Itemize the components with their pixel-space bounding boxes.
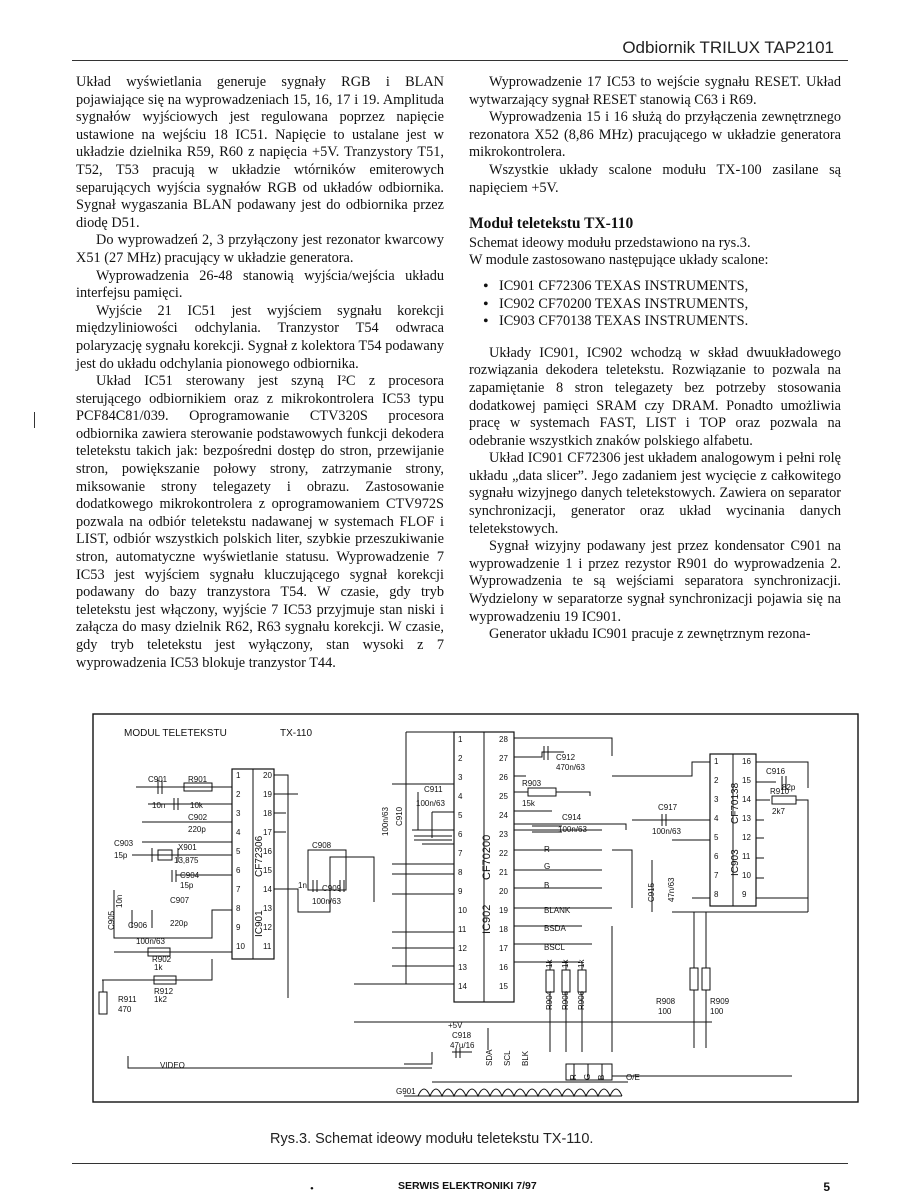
svg-text:100: 100: [658, 1007, 672, 1016]
svg-text:5: 5: [714, 833, 719, 842]
svg-text:20: 20: [263, 771, 272, 780]
svg-text:27: 27: [499, 754, 508, 763]
svg-text:B: B: [544, 881, 550, 890]
svg-text:1: 1: [714, 757, 719, 766]
svg-text:7: 7: [236, 885, 241, 894]
svg-text:C911: C911: [424, 785, 443, 794]
svg-text:O/E: O/E: [626, 1073, 640, 1082]
svg-text:SCL: SCL: [503, 1050, 512, 1066]
svg-text:5: 5: [458, 811, 463, 820]
paragraph: Wyprowadzenia 26-48 stanowią wyjścia/wejścia układu interfejsu pamięci.: [76, 267, 444, 302]
svg-text:C917: C917: [658, 803, 678, 812]
svg-text:100n/63: 100n/63: [312, 897, 341, 906]
svg-text:11: 11: [742, 852, 751, 861]
list-item: • IC901 CF72306 TEXAS INSTRUMENTS,: [499, 278, 841, 296]
svg-text:CF72306: CF72306: [254, 835, 265, 877]
svg-text:100n/63: 100n/63: [652, 827, 681, 836]
svg-text:1n: 1n: [298, 881, 307, 890]
svg-text:C918: C918: [452, 1031, 472, 1040]
paragraph: Do wyprowadzeń 2, 3 przyłączony jest rezonator kwarcowy X51 (27 MHz) pracujący w układzie generatora.: [76, 232, 444, 266]
schematic-model: TX-110: [280, 728, 313, 739]
svg-text:6: 6: [236, 866, 241, 875]
svg-text:2k7: 2k7: [772, 807, 785, 816]
svg-text:11: 11: [458, 925, 467, 934]
svg-text:B: B: [597, 1074, 606, 1080]
svg-text:C907: C907: [170, 896, 190, 905]
schematic-frame: [93, 714, 858, 1102]
svg-text:C909: C909: [322, 884, 342, 893]
svg-text:1k: 1k: [577, 959, 586, 968]
svg-text:15: 15: [742, 776, 751, 785]
svg-text:23: 23: [499, 830, 508, 839]
list-item: • IC903 CF70138 TEXAS INSTRUMENTS.: [499, 313, 841, 331]
svg-text:C905: C905: [107, 910, 116, 930]
svg-text:1k2: 1k2: [154, 995, 167, 1004]
svg-text:G: G: [544, 862, 551, 871]
svg-text:C910: C910: [395, 806, 404, 826]
svg-text:470: 470: [118, 1005, 132, 1014]
svg-text:5: 5: [236, 847, 241, 856]
svg-text:BSDA: BSDA: [544, 924, 566, 933]
svg-text:10: 10: [458, 906, 467, 915]
svg-text:C901: C901: [148, 775, 168, 784]
svg-text:25: 25: [499, 792, 508, 801]
svg-text:IC902: IC902: [481, 904, 493, 934]
running-header: Odbiornik TRILUX TAP2101: [622, 38, 834, 57]
svg-text:3: 3: [236, 809, 241, 818]
svg-text:28: 28: [499, 735, 508, 744]
left-column: [76, 74, 444, 672]
paragraph: Układ IC51 sterowany jest szyną I²C z procesora sterującego odbiornikiem oraz z mikrokontrolera IC53 typu PCF84C81/039. Oprogramowanie CTV320S procesora odbiornika zawiera sterowanie podstawowych funkcji dekodera teletekstu takich jak: bezpośredni dostęp do stron, przewijanie stron, powiększanie połowy strony, zatrzymanie strony, miksowanie strony telegazety i obrazu. Zastosowanie dodatkowego mikrokontrolera z oprogramowaniem CTV972S pozwala na odbiór teletekstu nadawanej w systemach FLOF i LIST, odbiór wszystkich polskich liter, szybkie przeszukiwanie stron, automatyczne wyświetlanie statusu. Wyprowadzenie 7 IC53 jest wyjściem sygnału kluczującego sygnał korekcji podawany do bazy tranzystora T54. W czasie, gdy tryb teletekstu jest włączony, wyjście 7 IC53 przyjmuje stan niski i załącza do masy dzielnik R62, R63 sygnału korekcji. W czasie, gdy tryb teletekstu jest wyłączony, stan wysoki z 7 wyprowadzenia IC53 blokuje tranzystor T44.: [76, 373, 444, 671]
svg-text:100n/63: 100n/63: [416, 799, 445, 808]
paragraph: Wyprowadzenie 17 IC53 to wejście sygnału RESET. Układ wytwarzający sygnał RESET stanowią C63 i R69.: [469, 74, 841, 108]
schematic-diagram: [92, 712, 860, 1104]
svg-text:G901: G901: [396, 1087, 416, 1096]
svg-text:6: 6: [714, 852, 719, 861]
svg-text:VIDEO: VIDEO: [160, 1061, 185, 1070]
svg-text:24: 24: [499, 811, 508, 820]
svg-text:R909: R909: [710, 997, 730, 1006]
svg-text:15: 15: [263, 866, 272, 875]
svg-text:19: 19: [263, 790, 272, 799]
svg-text:9: 9: [742, 890, 747, 899]
svg-text:8: 8: [236, 904, 241, 913]
svg-text:470n/63: 470n/63: [556, 763, 585, 772]
svg-text:82p: 82p: [782, 783, 796, 792]
svg-text:1k: 1k: [545, 959, 554, 968]
svg-text:1k: 1k: [154, 963, 163, 972]
svg-text:10n: 10n: [115, 894, 124, 908]
paragraph: Sygnał wizyjny podawany jest przez kondensator C901 na wyprowadzenie 1 i przez rezystor R901 do wyprowadzenia 2. Wyprowadzenia te są wejściami separatora synchronizacji. Wydzielony w separatorze sygnał synchronizacji pojawia się na wyprowadzeniu 19 IC901.: [469, 538, 841, 625]
svg-text:14: 14: [263, 885, 272, 894]
svg-text:2: 2: [458, 754, 463, 763]
margin-mark: [34, 412, 35, 428]
svg-text:+5V: +5V: [448, 1021, 463, 1030]
svg-text:R: R: [544, 845, 550, 854]
svg-text:10: 10: [236, 942, 245, 951]
svg-text:16: 16: [499, 963, 508, 972]
svg-text:20: 20: [499, 887, 508, 896]
svg-text:10k: 10k: [190, 801, 203, 810]
svg-text:R906: R906: [577, 990, 586, 1010]
svg-text:15k: 15k: [522, 799, 535, 808]
svg-text:R904: R904: [545, 990, 554, 1010]
svg-text:9: 9: [458, 887, 463, 896]
svg-text:CF70138: CF70138: [730, 782, 741, 824]
svg-text:R903: R903: [522, 779, 542, 788]
svg-text:C915: C915: [647, 882, 656, 902]
svg-text:C902: C902: [188, 813, 208, 822]
svg-text:9: 9: [236, 923, 241, 932]
svg-text:100n/63: 100n/63: [381, 807, 390, 836]
paragraph: Układ IC901 CF72306 jest układem analogowym i pełni rolę układu „data slicer”. Jego zadaniem jest wycięcie z całkowitego sygnału wizyjnego danych teletekstowych. Zawiera on separator synchronizacji, generator oraz układ wycinania danych teletekstowych.: [469, 450, 841, 537]
svg-text:7: 7: [714, 871, 719, 880]
svg-text:BLANK: BLANK: [544, 906, 571, 915]
svg-text:C912: C912: [556, 753, 576, 762]
svg-text:BSCL: BSCL: [544, 943, 565, 952]
svg-text:14: 14: [458, 982, 467, 991]
svg-text:C916: C916: [766, 767, 786, 776]
svg-text:2: 2: [236, 790, 241, 799]
svg-text:16: 16: [742, 757, 751, 766]
svg-text:100n/63: 100n/63: [136, 937, 165, 946]
svg-text:2: 2: [714, 776, 719, 785]
paragraph: Układy IC901, IC902 wchodzą w skład dwuukładowego rozwiązania dekodera teletekstu. Rozwiązanie to pozwala na zapamiętanie 8 stron telegazety bez potrzeby stosowania dodatkowej pamięci SRAM czy DRAM. Ponadto umożliwia pracę w systemach FAST, LIST i TOP oraz pozwala na odebranie wszystkich znaków polskiego alfabetu.: [469, 344, 841, 449]
svg-text:6: 6: [458, 830, 463, 839]
svg-text:SDA: SDA: [485, 1049, 494, 1066]
svg-text:12: 12: [263, 923, 272, 932]
footer-rule: [72, 1163, 848, 1164]
figure-caption: Rys.3. Schemat ideowy modułu teletekstu TX-110.: [270, 1131, 594, 1147]
right-column: [469, 74, 841, 644]
list-item: • IC902 CF70200 TEXAS INSTRUMENTS,: [499, 296, 841, 314]
svg-text:C906: C906: [128, 921, 148, 930]
paragraph: Wyprowadzenia 15 i 16 służą do przyłączenia zewnętrznego rezonatora X52 (8,86 MHz) pracującego w układzie generatora mikrokontrolera.: [469, 109, 841, 161]
header-rule: [72, 60, 848, 61]
svg-text:15: 15: [499, 982, 508, 991]
svg-text:10n: 10n: [152, 801, 166, 810]
svg-text:IC901: IC901: [254, 910, 265, 937]
svg-text:11: 11: [263, 942, 272, 951]
svg-text:18: 18: [263, 809, 272, 818]
svg-text:18: 18: [499, 925, 508, 934]
svg-text:IC903: IC903: [730, 849, 741, 876]
svg-text:8: 8: [714, 890, 719, 899]
svg-text:15p: 15p: [114, 851, 128, 860]
footer-publication: SERWIS ELEKTRONIKI 7/97: [398, 1180, 537, 1192]
svg-text:220p: 220p: [170, 919, 188, 928]
svg-text:47n/63: 47n/63: [667, 877, 676, 902]
svg-text:13: 13: [458, 963, 467, 972]
svg-text:CF70200: CF70200: [481, 834, 493, 880]
svg-text:C908: C908: [312, 841, 332, 850]
svg-text:R910: R910: [770, 787, 790, 796]
svg-text:15p: 15p: [180, 881, 194, 890]
svg-text:X901: X901: [178, 843, 197, 852]
svg-text:1: 1: [458, 735, 463, 744]
svg-text:7: 7: [458, 849, 463, 858]
paragraph: W module zastosowano następujące układy scalone:: [469, 252, 769, 269]
svg-text:12: 12: [742, 833, 751, 842]
svg-text:13: 13: [742, 814, 751, 823]
svg-text:100: 100: [710, 1007, 724, 1016]
svg-text:1: 1: [236, 771, 241, 780]
paragraph: Układ wyświetlania generuje sygnały RGB i BLAN pojawiające się na wyprowadzeniach 15, 16, 17 i 19. Amplituda sygnałów wyjściowych jest regulowana poprzez napięcie ustawione na wejściu 18 IC51. Napięcie to ustalane jest w układzie dzielnika R59, R60 z napięcia +5V. Tranzystory T51, T52, T53 pracują w układzie wtórników emiterowych separujących wyjścia sygnałów RGB od układów odbiornika. Sygnał wygaszania BLAN podawany jest do odbiornika przez diodę D51.: [76, 74, 444, 231]
svg-text:4: 4: [714, 814, 719, 823]
svg-text:12: 12: [458, 944, 467, 953]
svg-text:47u/16: 47u/16: [450, 1041, 475, 1050]
svg-text:C904: C904: [180, 871, 200, 880]
paragraph: Generator układu IC901 pracuje z zewnętrznym rezona-: [489, 626, 811, 643]
svg-text:220p: 220p: [188, 825, 206, 834]
svg-text:BLK: BLK: [521, 1050, 530, 1066]
svg-text:13,875: 13,875: [174, 856, 199, 865]
ic902: [454, 732, 514, 1002]
svg-text:R901: R901: [188, 775, 208, 784]
paragraph: Schemat ideowy modułu przedstawiono na rys.3.: [469, 234, 751, 251]
svg-text:100n/63: 100n/63: [558, 825, 587, 834]
svg-text:R911: R911: [118, 995, 137, 1004]
svg-text:21: 21: [499, 868, 508, 877]
svg-text:26: 26: [499, 773, 508, 782]
svg-text:8: 8: [458, 868, 463, 877]
svg-text:3: 3: [714, 795, 719, 804]
paragraph: Wyjście 21 IC51 jest wyjściem sygnału korekcji międzyliniowości odchylania. Tranzystor T54 odwraca polaryzację sygnału korekcji. Sygnał z kolektora T54 podawany jest do układu odchylania pionowego odbiornika.: [76, 302, 444, 372]
svg-text:R908: R908: [656, 997, 676, 1006]
svg-text:16: 16: [263, 847, 272, 856]
svg-text:17: 17: [499, 944, 508, 953]
svg-text:14: 14: [742, 795, 751, 804]
svg-text:10: 10: [742, 871, 751, 880]
svg-text:17: 17: [263, 828, 272, 837]
svg-text:G: G: [583, 1073, 592, 1080]
svg-text:13: 13: [263, 904, 272, 913]
schematic-title: MODUL TELETEKSTU: [124, 728, 227, 739]
svg-text:C914: C914: [562, 813, 582, 822]
svg-text:R902: R902: [152, 955, 172, 964]
ic-list: [469, 278, 841, 331]
paragraph: Wszystkie układy scalone modułu TX-100 zasilane są napięciem +5V.: [469, 161, 841, 196]
svg-text:4: 4: [236, 828, 241, 837]
svg-text:4: 4: [458, 792, 463, 801]
svg-text:1k: 1k: [561, 959, 570, 968]
svg-text:R: R: [569, 1074, 578, 1080]
footer-bullet: •: [310, 1183, 314, 1195]
ic901: [232, 769, 274, 959]
svg-text:R912: R912: [154, 987, 174, 996]
svg-text:C903: C903: [114, 839, 134, 848]
svg-text:3: 3: [458, 773, 463, 782]
page-number: 5: [823, 1180, 830, 1194]
svg-text:19: 19: [499, 906, 508, 915]
svg-text:22: 22: [499, 849, 508, 858]
section-heading: Moduł teletekstu TX-110: [469, 215, 634, 233]
svg-text:R905: R905: [561, 990, 570, 1010]
ic903: [710, 754, 756, 906]
